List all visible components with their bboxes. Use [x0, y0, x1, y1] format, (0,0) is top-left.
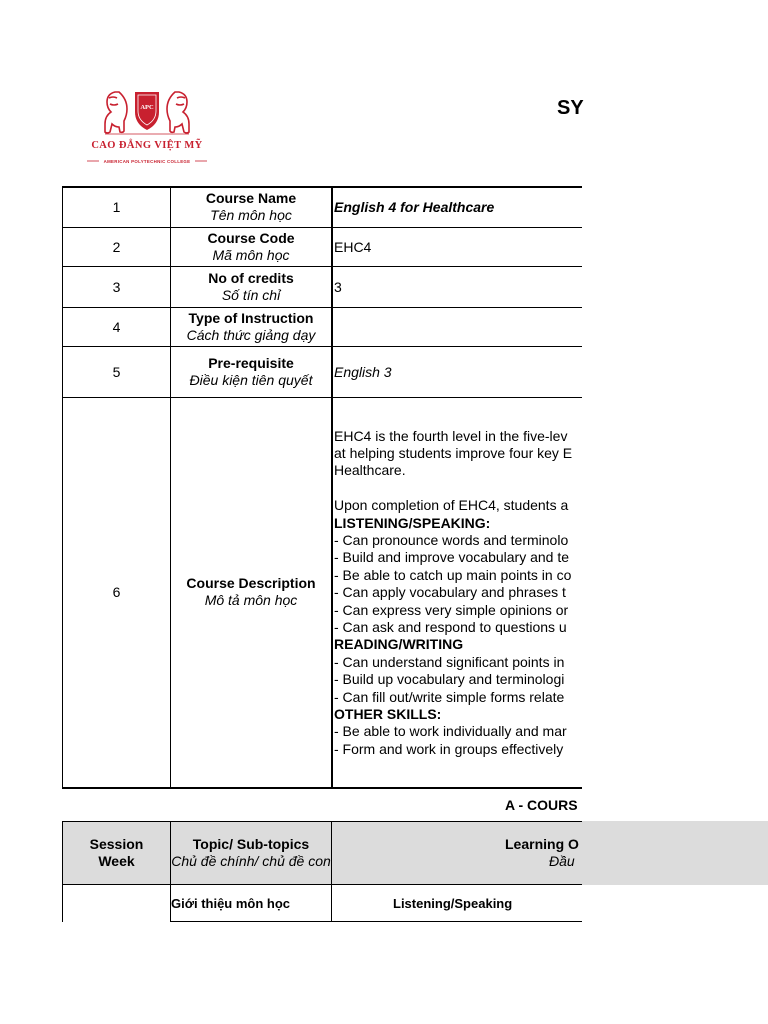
description-line: - Be able to catch up main points in co — [334, 566, 572, 583]
description-line: Upon completion of EHC4, students a — [334, 497, 569, 514]
info-row-4 — [63, 307, 583, 346]
schedule-row — [63, 885, 583, 922]
label-vi: Số tín chỉ — [221, 286, 281, 303]
description-line: - Build and improve vocabulary and te — [334, 549, 570, 566]
description-line: - Can fill out/write simple forms relate — [334, 688, 565, 705]
row-number: 1 — [63, 187, 171, 227]
section-a-heading: A - COURS — [505, 797, 578, 813]
description-line: - Can understand significant points in — [334, 653, 565, 670]
instruction-type-value — [332, 307, 582, 346]
topic-label-vi: Chủ đề chính/ chủ đề con — [171, 853, 331, 869]
row-number: 5 — [63, 346, 171, 397]
college-name-en: AMERICAN POLYTECHNIC COLLEGE — [103, 159, 191, 164]
description-line: - Form and work in groups effectively — [334, 740, 564, 757]
info-row-3 — [63, 266, 583, 307]
row-label — [171, 307, 333, 346]
course-info-table — [62, 186, 582, 789]
label-en: Type of Instruction — [188, 309, 314, 326]
outcomes-label-vi: Đầu — [549, 853, 575, 869]
row-number: 6 — [63, 397, 171, 788]
label-en: Pre-requisite — [208, 354, 294, 371]
description-line: - Build up vocabulary and terminologi — [334, 671, 565, 688]
learning-outcomes-header — [332, 822, 583, 885]
label-en: No of credits — [208, 269, 294, 286]
row-number: 2 — [63, 227, 171, 266]
outcomes-label-en: Learning O — [505, 836, 579, 852]
label-vi: Mã môn học — [212, 246, 290, 263]
description-line: at helping students improve four key E — [334, 444, 573, 461]
description-text — [334, 398, 582, 788]
row-number: 3 — [63, 266, 171, 307]
info-row-1 — [63, 187, 583, 227]
emblem-text: APC — [140, 104, 154, 111]
description-line: EHC4 is the fourth level in the five-lev — [334, 427, 568, 444]
label-en: Course Code — [207, 229, 295, 246]
course-code-value: EHC4 — [332, 227, 582, 266]
label-vi: Tên môn học — [210, 207, 292, 224]
label-vi: Điều kiện tiên quyết — [189, 371, 313, 388]
credits-value: 3 — [332, 266, 582, 307]
description-line: Healthcare. — [334, 462, 406, 479]
description-line: - Can ask and respond to questions u — [334, 618, 567, 635]
session-week-cell — [63, 885, 171, 922]
session-week-label: Session Week — [89, 836, 144, 869]
description-heading: OTHER SKILLS: — [334, 706, 442, 722]
course-description-value — [332, 397, 582, 788]
info-row-2 — [63, 227, 583, 266]
course-name-value: English 4 for Healthcare — [332, 187, 582, 227]
row-label — [171, 187, 333, 227]
description-line: - Can apply vocabulary and phrases t — [334, 584, 566, 601]
description-line: - Can pronounce words and terminolo — [334, 531, 569, 548]
description-line: - Can express very simple opinions or — [334, 601, 569, 618]
document-title: SY — [557, 97, 584, 119]
row-label — [171, 266, 333, 307]
label-vi: Cách thức giảng dạy — [186, 326, 316, 343]
schedule-table — [62, 821, 582, 922]
prerequisite-value: English 3 — [332, 346, 582, 397]
row-number: 4 — [63, 307, 171, 346]
label-en: Course Name — [205, 190, 297, 207]
outcomes-cell: Listening/Speaking — [332, 885, 583, 922]
description-heading: READING/WRITING — [334, 636, 464, 653]
topic-label-en: Topic/ Sub-topics — [192, 836, 310, 852]
college-name-vi: CAO ĐẲNG VIỆT MỸ — [91, 140, 203, 151]
topic-cell: Giới thiệu môn học — [171, 885, 332, 922]
label-vi: Mô tả môn học — [204, 592, 298, 609]
label-en: Course Description — [186, 575, 316, 592]
row-label — [171, 346, 333, 397]
info-row-6 — [63, 397, 583, 788]
description-line: - Be able to work individually and mar — [334, 723, 567, 740]
description-heading: LISTENING/SPEAKING: — [334, 514, 491, 531]
info-row-5 — [63, 346, 583, 397]
description-line — [334, 480, 582, 497]
row-label — [171, 227, 333, 266]
row-label — [171, 397, 333, 788]
session-week-header — [63, 822, 171, 885]
schedule-header-row — [63, 822, 583, 885]
topic-header — [171, 822, 332, 885]
